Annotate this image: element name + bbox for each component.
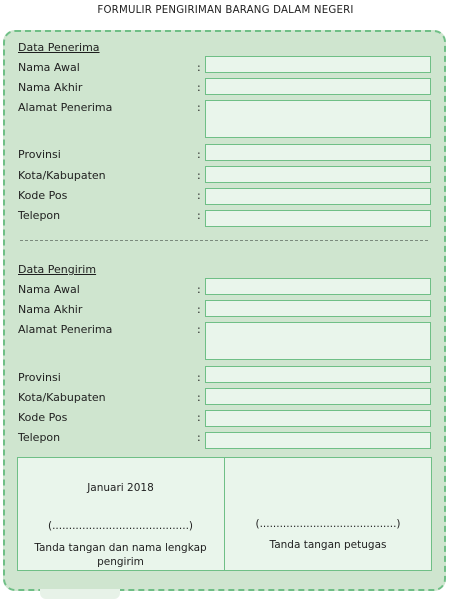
colon: : [197, 391, 201, 404]
recipient-city-field[interactable] [205, 166, 431, 183]
sender-postal-code-label: Kode Pos [18, 411, 68, 424]
sender-city-field[interactable] [205, 388, 431, 405]
signature-divider [224, 457, 225, 571]
sender-phone-label: Telepon [18, 431, 61, 444]
recipient-address-label: Alamat Penerima [18, 101, 113, 114]
signature-date: Januari 2018 [87, 482, 154, 494]
sender-province-label: Provinsi [18, 371, 61, 384]
section-divider [20, 240, 428, 241]
recipient-first-name-label: Nama Awal [18, 61, 80, 74]
recipient-last-name-field[interactable] [205, 78, 431, 95]
recipient-province-field[interactable] [205, 144, 431, 161]
colon: : [197, 61, 201, 74]
sender-signature-caption: Tanda tangan dan nama lengkap pengirim [34, 542, 207, 568]
officer-signature-line[interactable]: (.........................................) [255, 518, 401, 530]
colon: : [197, 431, 201, 444]
colon: : [197, 371, 201, 384]
sender-city-label: Kota/Kabupaten [18, 391, 106, 404]
recipient-first-name-field[interactable] [205, 56, 431, 73]
colon: : [197, 148, 201, 161]
officer-signature-caption: Tanda tangan petugas [269, 539, 387, 551]
colon: : [197, 323, 201, 336]
recipient-phone-label: Telepon [18, 209, 61, 222]
colon: : [197, 81, 201, 94]
recipient-city-label: Kota/Kabupaten [18, 169, 106, 182]
sender-address-label: Alamat Penerima [18, 323, 113, 336]
recipient-phone-field[interactable] [205, 210, 431, 227]
recipient-address-field[interactable] [205, 100, 431, 138]
sender-signature-line[interactable]: (.........................................) [47, 520, 194, 532]
colon: : [197, 303, 201, 316]
colon: : [197, 209, 201, 222]
sender-last-name-label: Nama Akhir [18, 303, 83, 316]
sender-postal-code-field[interactable] [205, 410, 431, 427]
recipient-last-name-label: Nama Akhir [18, 81, 83, 94]
sender-address-field[interactable] [205, 322, 431, 360]
recipient-province-label: Provinsi [18, 148, 61, 161]
colon: : [197, 169, 201, 182]
sender-province-field[interactable] [205, 366, 431, 383]
recipient-postal-code-field[interactable] [205, 188, 431, 205]
colon: : [197, 101, 201, 114]
form-title: FORMULIR PENGIRIMAN BARANG DALAM NEGERI [97, 5, 354, 16]
sender-heading: Data Pengirim [18, 263, 97, 276]
recipient-heading: Data Penerima [18, 41, 100, 54]
sender-first-name-field[interactable] [205, 278, 431, 295]
colon: : [197, 411, 201, 424]
recipient-postal-code-label: Kode Pos [18, 189, 68, 202]
colon: : [197, 189, 201, 202]
sender-phone-field[interactable] [205, 432, 431, 449]
sender-first-name-label: Nama Awal [18, 283, 80, 296]
colon: : [197, 283, 201, 296]
page-edge-decoration [40, 589, 120, 599]
sender-last-name-field[interactable] [205, 300, 431, 317]
